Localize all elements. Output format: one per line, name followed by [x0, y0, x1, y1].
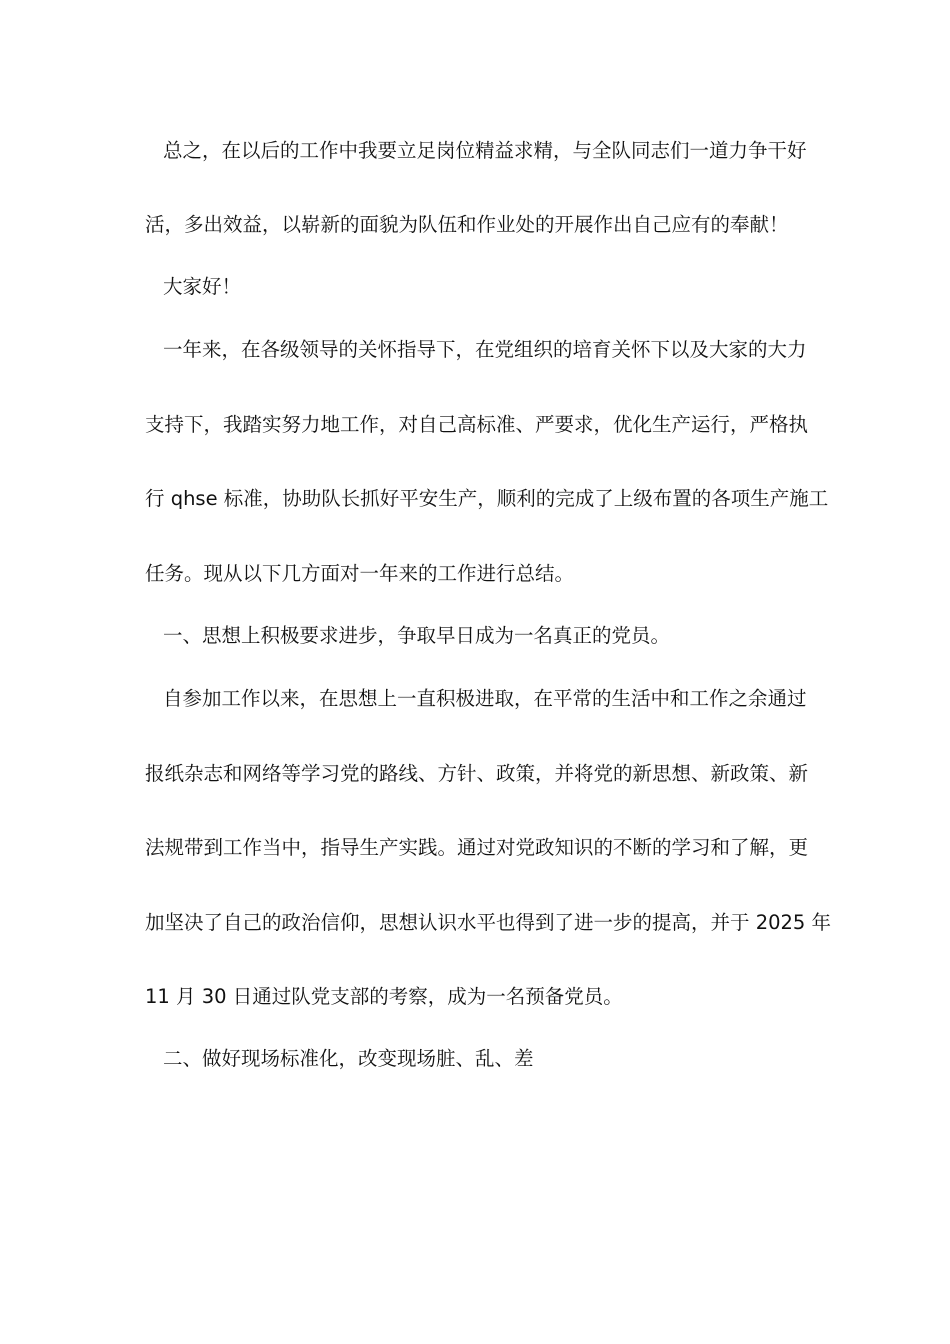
- text-line-11: 11 月 30 日通过队党支部的考察，成为一名预备党员。: [145, 985, 623, 1008]
- section-heading-1: 一、思想上积极要求进步，争取早日成为一名真正的党员。: [163, 624, 671, 647]
- text-line-9: 法规带到工作当中，指导生产实践。通过对党政知识的不断的学习和了解，更: [145, 836, 809, 859]
- text-line-6: 任务。现从以下几方面对一年来的工作进行总结。: [145, 562, 575, 585]
- text-line-7: 自参加工作以来，在思想上一直积极进取，在平常的生活中和工作之余通过: [163, 687, 807, 710]
- text-line-4: 支持下，我踏实努力地工作，对自己高标准、严要求，优化生产运行，严格执: [145, 413, 809, 436]
- text-line-2: 活，多出效益，以崭新的面貌为队伍和作业处的开展作出自己应有的奉献！: [145, 213, 789, 236]
- text-line-8: 报纸杂志和网络等学习党的路线、方针、政策，并将党的新思想、新政策、新: [145, 762, 809, 785]
- text-line-1: 总之，在以后的工作中我要立足岗位精益求精，与全队同志们一道力争干好: [163, 139, 807, 162]
- section-heading-2: 二、做好现场标准化，改变现场脏、乱、差: [163, 1047, 534, 1070]
- text-line-10: 加坚决了自己的政治信仰，思想认识水平也得到了进一步的提高，并于 2025 年: [145, 911, 832, 934]
- greeting-line: 大家好！: [163, 275, 242, 298]
- text-line-3: 一年来，在各级领导的关怀指导下，在党组织的培育关怀下以及大家的大力: [163, 338, 807, 361]
- text-line-5: 行 qhse 标准，协助队长抓好平安生产，顺利的完成了上级布置的各项生产施工: [145, 487, 829, 510]
